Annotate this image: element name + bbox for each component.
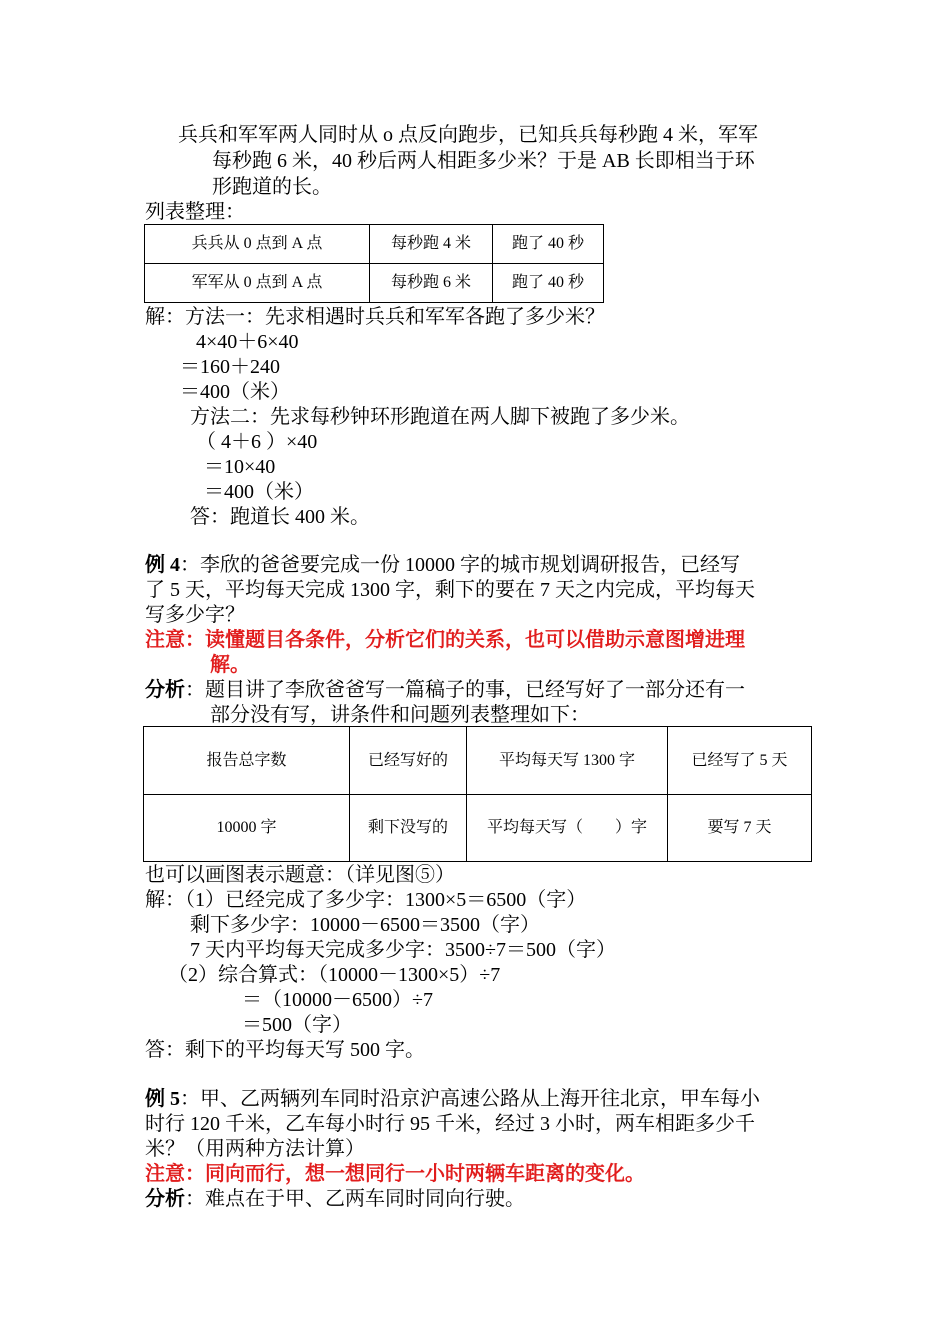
table-row (145, 225, 604, 264)
note-line: 注意：同向而行，想一想同行一小时两辆车距离的变化。 (145, 1163, 645, 1185)
table-title: 列表整理： (145, 201, 245, 223)
solution-line: 4×40＋6×40 (196, 331, 299, 353)
table-cell: 跑了 40 秒 (493, 264, 604, 303)
solution-line: ＝160＋240 (180, 356, 280, 378)
example-4-text: ：李欣的爸爸要完成一份 10000 字的城市规划调研报告，已经写 (180, 554, 740, 576)
solution-line: 剩下多少字：10000－6500＝3500（字） (190, 914, 540, 936)
solution-line: ＝400（米） (204, 481, 314, 503)
table-cell: 已经写好的 (350, 727, 467, 795)
solution-line: 方法二：先求每秒钟环形跑道在两人脚下被跑了多少米。 (190, 406, 690, 428)
table-cell: 每秒跑 4 米 (370, 225, 493, 264)
table-cell: 报告总字数 (144, 727, 350, 795)
solution-line: ＝10×40 (204, 456, 276, 478)
solution-line: ＝500（字） (242, 1014, 352, 1036)
analysis-label: 分析 (145, 679, 185, 701)
example-5-line-1 (145, 1087, 760, 1111)
table-cell: 剩下没写的 (350, 795, 467, 862)
report-table (143, 726, 812, 862)
example-4-line-1 (145, 553, 740, 577)
analysis-line (145, 1187, 525, 1211)
table-cell: 跑了 40 秒 (493, 225, 604, 264)
table-cell: 每秒跑 6 米 (370, 264, 493, 303)
example-4-label: 例 4 (145, 554, 180, 576)
analysis-text: ：题目讲了李欣爸爸写一篇稿子的事，已经写好了一部分还有一 (185, 679, 745, 701)
table-cell: 兵兵从 0 点到 A 点 (145, 225, 370, 264)
solution-line: 解：方法一：先求相遇时兵兵和军军各跑了多少米？ (145, 306, 605, 328)
solution-line: ＝（10000－6500）÷7 (242, 989, 433, 1011)
solution-line: （ 4＋6 ）×40 (196, 431, 318, 453)
solution-line: （2）综合算式：（10000－1300×5）÷7 (168, 964, 501, 986)
example-5-text: ：甲、乙两辆列车同时沿京沪高速公路从上海开往北京，甲车每小 (180, 1088, 760, 1110)
analysis-line-2: 部分没有写，讲条件和问题列表整理如下： (210, 704, 590, 726)
note-line-2: 解。 (210, 654, 250, 676)
table-cell: 10000 字 (144, 795, 350, 862)
analysis-label: 分析 (145, 1188, 185, 1210)
example-4-line-2: 了 5 天，平均每天完成 1300 字，剩下的要在 7 天之内完成，平均每天 (145, 579, 755, 601)
solution-line: 解：（1）已经完成了多少字：1300×5＝6500（字） (145, 889, 587, 911)
table-cell: 平均每天写 1300 字 (467, 727, 668, 795)
solution-line: ＝400（米） (180, 381, 290, 403)
example-4-line-3: 写多少字？ (145, 604, 245, 626)
problem-text-line-3: 形跑道的长。 (212, 176, 332, 198)
problem-text-line-1: 兵兵和军军两人同时从 o 点反向跑步，已知兵兵每秒跑 4 米，军军 (178, 124, 758, 146)
answer-line: 答：剩下的平均每天写 500 字。 (145, 1039, 425, 1061)
example-5-label: 例 5 (145, 1088, 180, 1110)
note-line-1: 注意：读懂题目各条件，分析它们的关系，也可以借助示意图增进理 (145, 629, 745, 651)
example-5-line-3: 米？（用两种方法计算） (145, 1138, 365, 1160)
table-row (144, 727, 812, 795)
table-cell: 要写 7 天 (668, 795, 812, 862)
analysis-text: ：难点在于甲、乙两车同时同向行驶。 (185, 1188, 525, 1210)
table-row (145, 264, 604, 303)
solution-line: 7 天内平均每天完成多少字：3500÷7＝500（字） (190, 939, 616, 961)
analysis-line-1 (145, 678, 745, 702)
example-5-line-2: 时行 120 千米，乙车每小时行 95 千米，经过 3 小时，两车相距多少千 (145, 1113, 755, 1135)
table-cell: 平均每天写（ ）字 (467, 795, 668, 862)
table-row (144, 795, 812, 862)
problem-text-line-2: 每秒跑 6 米，40 秒后两人相距多少米？于是 AB 长即相当于环 (212, 150, 755, 172)
running-table (144, 224, 604, 303)
table-cell: 已经写了 5 天 (668, 727, 812, 795)
answer-line: 答：跑道长 400 米。 (190, 506, 370, 528)
diagram-reference: 也可以画图表示题意：（详见图⑤） (145, 864, 455, 886)
table-cell: 军军从 0 点到 A 点 (145, 264, 370, 303)
